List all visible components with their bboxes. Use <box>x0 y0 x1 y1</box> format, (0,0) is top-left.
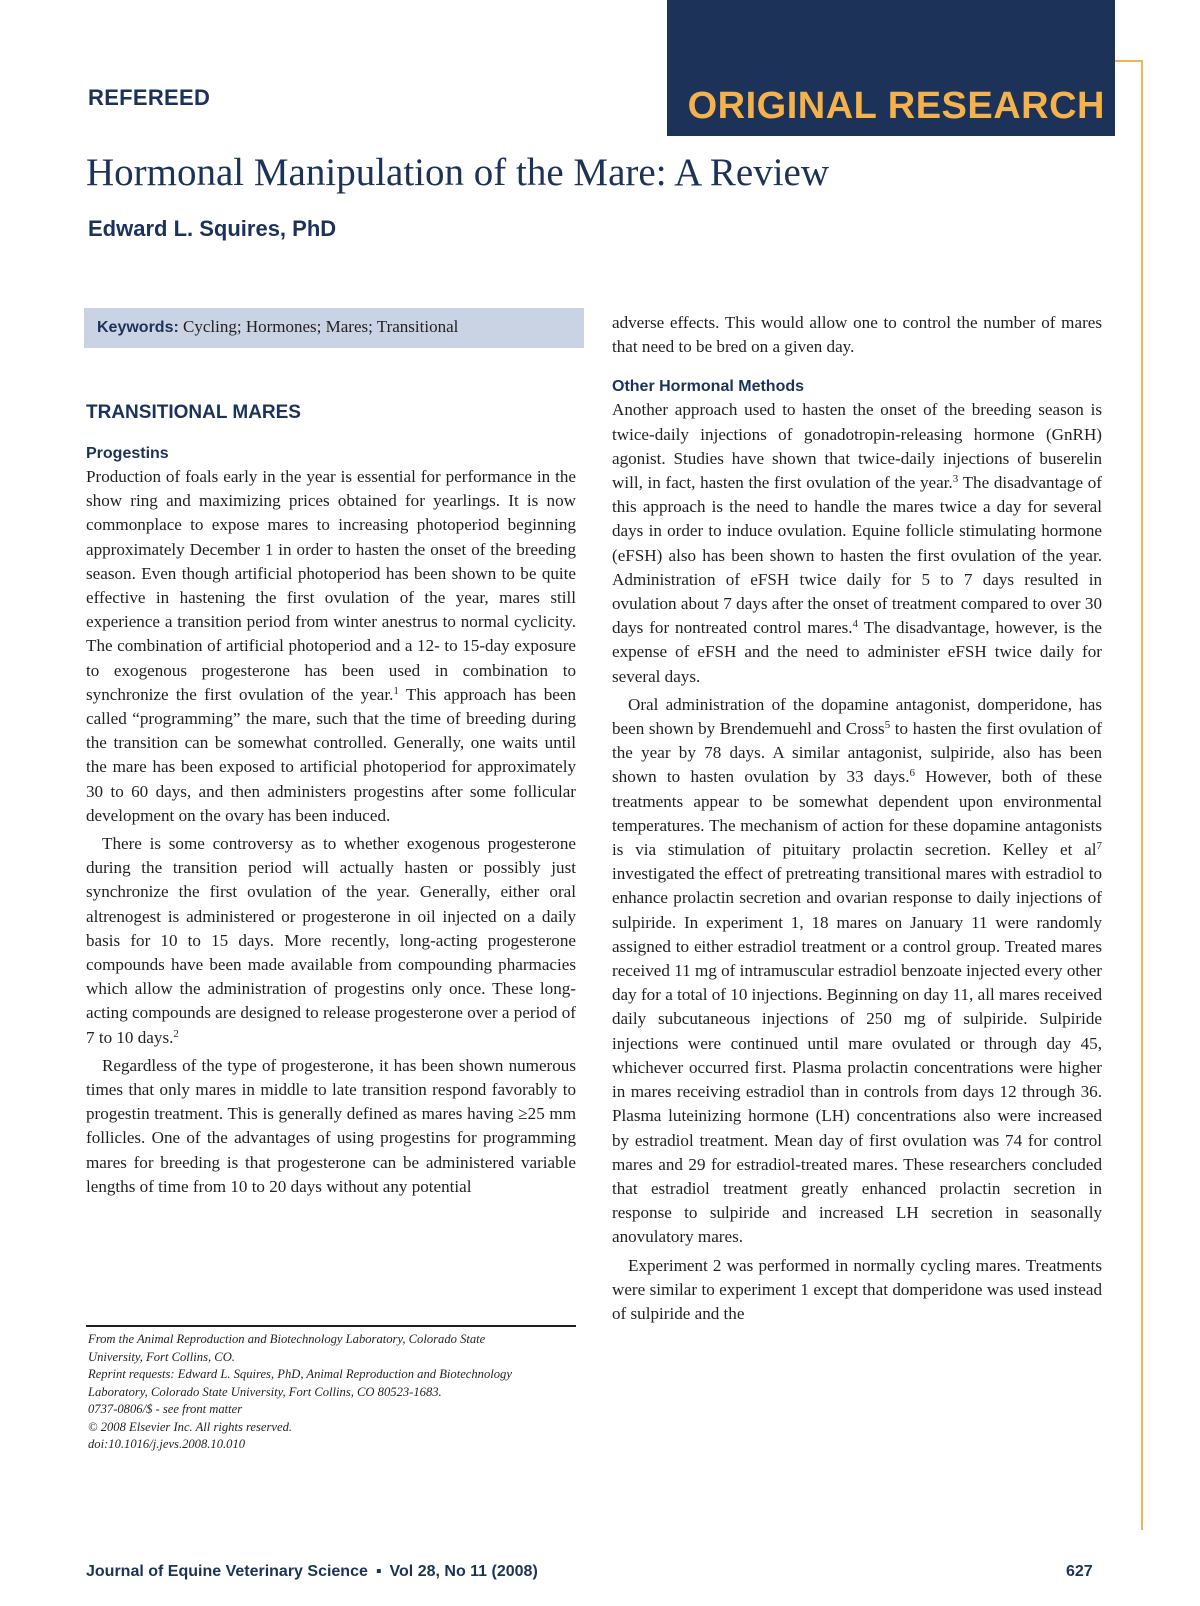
reference-marker: 6 <box>909 767 915 780</box>
footnote-line: 0737-0806/$ - see front matter <box>88 1402 243 1416</box>
paragraph <box>612 693 1102 1250</box>
paragraph-text: to hasten the first ovulation of the year by 78 days. A similar antagonist, sulpiride, also has been shown to hasten ovulation by 33 days. <box>612 719 1102 787</box>
keywords-box <box>84 308 584 348</box>
refereed-label: REFEREED <box>88 85 211 110</box>
paragraph-text: There is some controversy as to whether exogenous progesterone during the transition period will actually hasten or possibly just synchronize the first ovulation of the year. Generally, either oral altrenogest is administered or progesterone in oil injected on a daily basis for 10 to 15 days. More recently, long-acting progesterone compounds have been made available from compounding pharmacies which allow the administration of progestins only once. These long-acting compounds are designed to release progesterone over a period of 7 to 10 days. <box>86 834 576 1047</box>
paragraph-text: The disadvantage, however, is the expense of eFSH and the need to administer eFSH twice daily for several days. <box>612 618 1102 686</box>
paragraph <box>612 398 1102 688</box>
reference-marker: 3 <box>952 473 959 486</box>
paragraph: Regardless of the type of progesterone, it has been shown numerous times that only mares in middle to late transition respond favorably to progestin treatment. This is generally defined as mares having ≥25 mm follicles. One of the advantages of using progestins for programming mares for breeding is that progesterone can be administered variable lengths of time from 10 to 20 days without any potential <box>86 1055 576 1196</box>
article-title: Hormonal Manipulation of the Mare: A Review <box>86 151 830 194</box>
footnote-line: University, Fort Collins, CO. <box>88 1349 235 1364</box>
paragraph-text: This approach has been called “programming” the mare, such that the time of breeding during the transition can be somewhat controlled. Generally, one waits until the mare has been exposed to artificial photoperiod for approximately 30 to 60 days, and then administers progestins after some follicular development on the ovary has been induced. <box>86 684 576 825</box>
paragraph: Experiment 2 was performed in normally cycling mares. Treatments were similar to experiment 1 except that domperidone was used instead of sulpiride and the <box>612 1255 1102 1323</box>
left-column <box>86 400 576 1199</box>
paragraph-text: However, both of these treatments appear to be somewhat dependent upon environmental temperatures. The mechanism of action for these dopamine antagonists is via stimulation of pituitary prolactin secretion. Kelley et al <box>612 767 1102 860</box>
footnote-line: Laboratory, Colorado State University, Fort Collins, CO 80523-1683. <box>88 1384 442 1399</box>
keywords-label: Keywords: <box>97 319 179 336</box>
page-number: 627 <box>1066 1563 1093 1580</box>
subheading-progestins: Progestins <box>86 445 169 462</box>
footnote-divider <box>86 1325 576 1327</box>
section-label: ORIGINAL RESEARCH <box>687 85 1105 127</box>
reference-marker: 7 <box>1096 840 1102 853</box>
section-banner <box>667 0 1115 136</box>
subheading-other-methods: Other Hormonal Methods <box>612 378 805 396</box>
journal-volume: Vol 28, No 11 (2008) <box>389 1563 538 1580</box>
reference-marker: 2 <box>173 1027 179 1040</box>
journal-footer <box>86 1563 538 1581</box>
paragraph-text: The disadvantage of this approach is the need to handle the mares twice a day for several days in order to induce ovulation. Equine follicle stimulating hormone (eFSH) also has been shown to hasten the first ovulation of the year. Administration of eFSH twice daily for 5 to 7 days resulted in ovulation about 7 days after the onset of treatment compared to over 30 days for nontreated control mares. <box>612 473 1102 638</box>
footer-separator: ▪ <box>375 1563 382 1580</box>
gold-rule-side <box>1141 60 1143 1530</box>
footnote-line: Reprint requests: Edward L. Squires, PhD, Animal Reproduction and Biotechnology <box>88 1367 512 1381</box>
right-column <box>612 311 1102 1326</box>
footnote-line: From the Animal Reproduction and Biotechnology Laboratory, Colorado State <box>88 1332 486 1346</box>
paragraph <box>86 465 576 828</box>
reference-marker: 1 <box>393 684 399 697</box>
paragraph: adverse effects. This would allow one to control the number of mares that need to be bred on a given day. <box>612 313 1102 357</box>
section-heading: TRANSITIONAL MARES <box>86 402 301 423</box>
paragraph-text: investigated the effect of pretreating transitional mares with estradiol to enhance prolactin secretion and ovarian response to daily injections of sulpiride. In experiment 1, 18 mares on January 11 were randomly assigned to either estradiol treatment or a control group. Treated mares received 11 mg of intramuscular estradiol benzoate injected every other day for a total of 10 injections. Beginning on day 11, all mares received daily subcutaneous injections of 250 mg of sulpiride. Sulpiride injections were continued until mare ovulated or through day 45, whichever occurred first. Plasma prolactin concentrations were higher in mares receiving estradiol than in controls from days 12 through 36. Plasma luteinizing hormone (LH) concentrations also were increased by estradiol treatment. Mean day of first ovulation was 74 for control mares and 29 for estradiol-treated mares. These researchers concluded that estradiol treatment greatly enhanced prolactin secretion in response to sulpiride and increased LH secretion in seasonally anovulatory mares. <box>612 864 1102 1247</box>
footnote-line: © 2008 Elsevier Inc. All rights reserved. <box>88 1419 293 1434</box>
article-author: Edward L. Squires, PhD <box>88 216 337 241</box>
paragraph-text: Production of foals early in the year is essential for performance in the show ring and maximizing prices obtained for yearlings. It is now commonplace to expose mares to increasing photoperiod beginning approximately December 1 in order to hasten the onset of the breeding season. Even though artificial photoperiod has been shown to be quite effective in hastening the first ovulation of the year, mares still experience a transition period from winter anestrus to normal cyclicity. The combination of artificial photoperiod and a 12- to 15-day exposure to exogenous progesterone has been used in combination to synchronize the first ovulation of the year. <box>86 467 576 704</box>
paragraph <box>86 832 576 1050</box>
paragraph-text: Another approach used to hasten the onset of the breeding season is twice-daily injections of gonadotropin-releasing hormone (GnRH) agonist. Studies have shown that twice-daily injections of buserelin will, in fact, hasten the first ovulation of the year. <box>612 400 1102 493</box>
reference-marker: 5 <box>884 719 891 732</box>
paragraph-text: Oral administration of the dopamine antagonist, domperidone, has been shown by Brendemuehl and Cross <box>612 694 1102 739</box>
gold-rule-top <box>1115 60 1143 62</box>
journal-name: Journal of Equine Veterinary Science <box>86 1563 368 1580</box>
keywords-list: Cycling; Hormones; Mares; Transitional <box>183 317 459 336</box>
reference-marker: 4 <box>852 618 858 631</box>
footnote-line: doi:10.1016/j.jevs.2008.10.010 <box>88 1437 246 1451</box>
footnotes <box>88 1331 578 1454</box>
